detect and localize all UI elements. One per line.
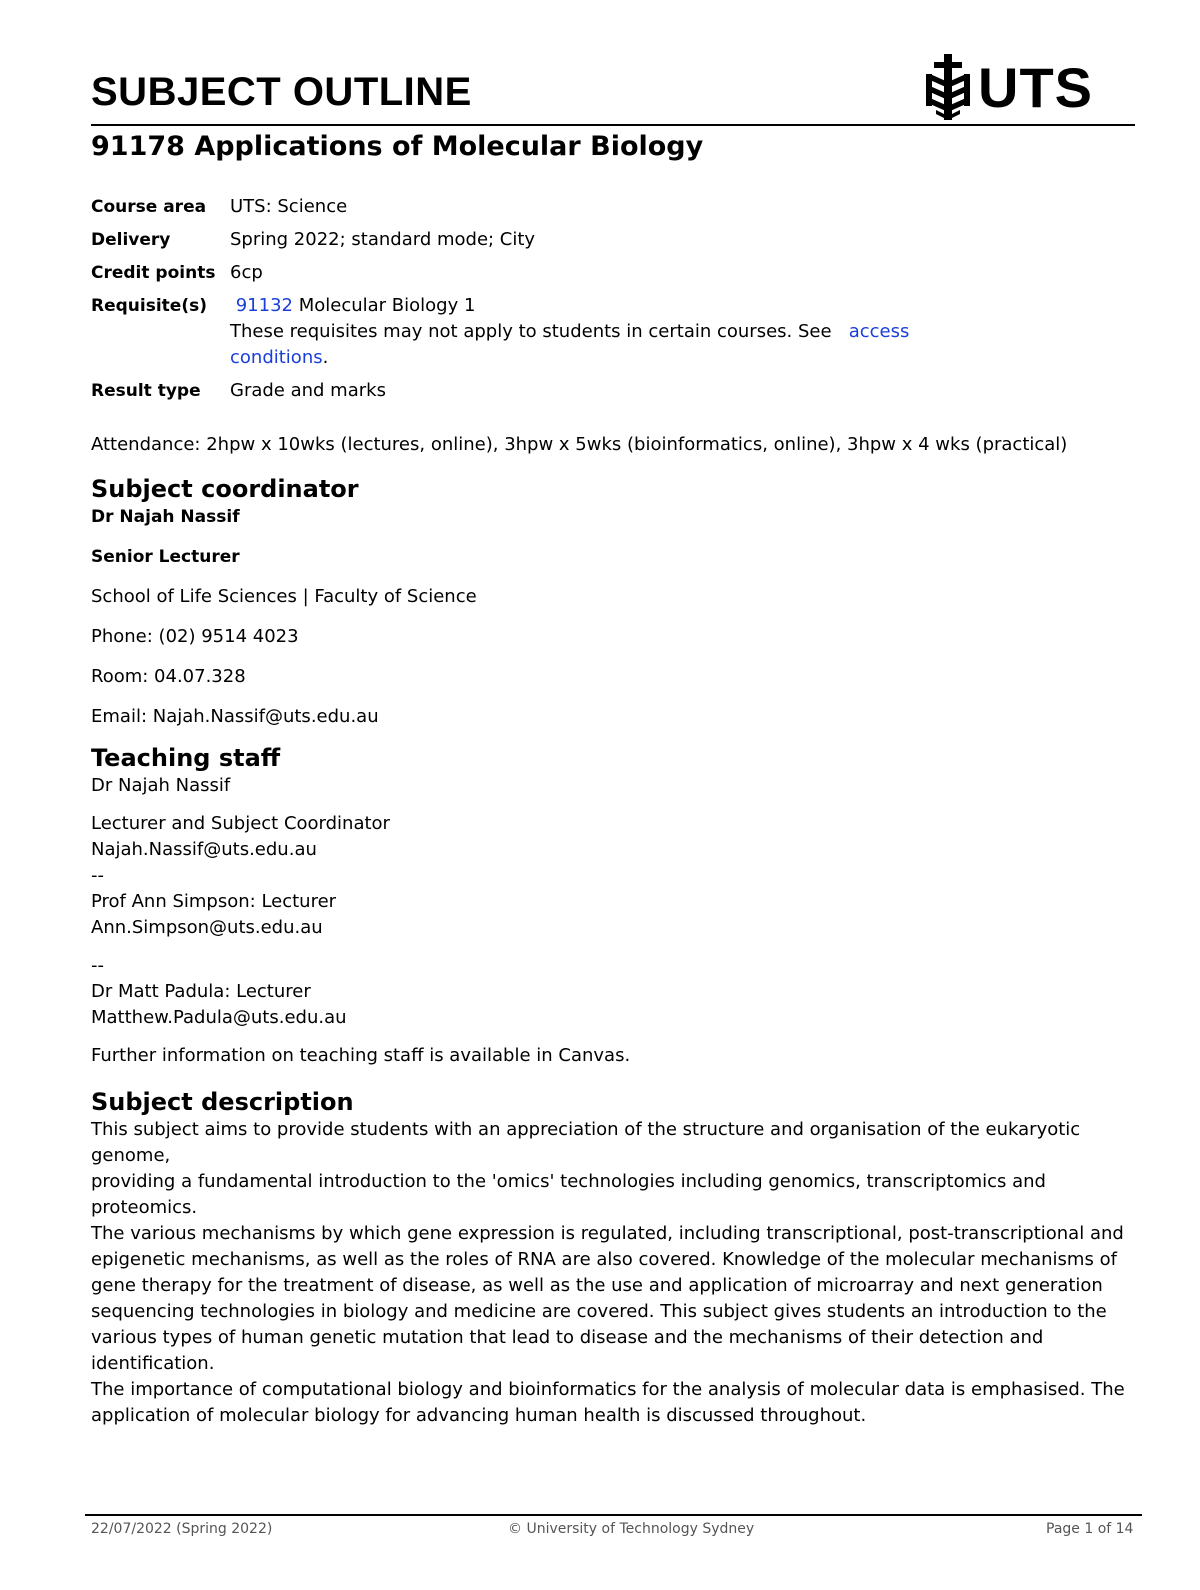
meta-value: Spring 2022; standard mode; City	[230, 229, 536, 250]
meta-label: Delivery	[91, 230, 171, 250]
further-info: Further information on teaching staff is available in Canvas.	[91, 1045, 631, 1066]
coordinator-room: Room: 04.07.328	[91, 666, 246, 687]
subject-title: 91178 Applications of Molecular Biology	[91, 131, 704, 162]
requisite-name: Molecular Biology 1	[293, 295, 476, 316]
staff-separator: --	[91, 865, 104, 886]
description-line: The importance of computational biology and bioinformatics for the analysis of molecular data is emphasised. The	[91, 1379, 1125, 1400]
subject-coordinator-section	[91, 474, 1131, 730]
uts-crest-icon	[926, 52, 970, 122]
description-line: application of molecular biology for advancing human health is discussed throughout.	[91, 1405, 867, 1426]
meta-value: 91132 Molecular Biology 1 These requisites may not apply to students in certain courses. See access conditions.	[230, 295, 910, 368]
footer-page-number: Page 1 of 14	[1046, 1521, 1134, 1537]
meta-label: Course area	[91, 197, 207, 217]
staff-role: Lecturer and Subject Coordinator	[91, 813, 390, 834]
coordinator-title: Senior Lecturer	[91, 547, 240, 567]
footer-copyright: © University of Technology Sydney	[508, 1521, 755, 1537]
meta-value: UTS: Science	[230, 196, 348, 217]
staff-email: Ann.Simpson@uts.edu.au	[91, 917, 323, 938]
teaching-staff-section	[91, 743, 1131, 1069]
coordinator-name: Dr Najah Nassif	[91, 507, 240, 527]
meta-label: Requisite(s)	[91, 296, 207, 316]
coordinator-email: Email: Najah.Nassif@uts.edu.au	[91, 706, 379, 727]
meta-row-delivery	[91, 227, 991, 253]
meta-label: Credit points	[91, 263, 216, 283]
meta-row-credit-points	[91, 260, 991, 286]
staff-name: Dr Najah Nassif	[91, 775, 231, 796]
requisite-note: These requisites may not apply to students in certain courses. See	[230, 321, 838, 342]
staff-email: Najah.Nassif@uts.edu.au	[91, 839, 317, 860]
description-line: providing a fundamental introduction to the 'omics' technologies including genomics, transcriptomics and proteomics.	[91, 1171, 1046, 1218]
description-line: epigenetic mechanisms, as well as the roles of RNA are also covered. Knowledge of the molecular mechanisms of	[91, 1249, 1117, 1270]
meta-label: Result type	[91, 381, 201, 401]
description-line: This subject aims to provide students with an appreciation of the structure and organisation of the eukaryotic genome,	[91, 1119, 1081, 1166]
coordinator-school: School of Life Sciences | Faculty of Science	[91, 586, 477, 607]
staff-email: Matthew.Padula@uts.edu.au	[91, 1007, 347, 1028]
access-conditions-link[interactable]: access conditions	[230, 321, 910, 368]
description-line: sequencing technologies in biology and medicine are covered. This subject gives students an introduction to the	[91, 1301, 1107, 1322]
meta-row-result-type	[91, 378, 991, 404]
description-line: various types of human genetic mutation that lead to disease and the mechanisms of their detection and identification.	[91, 1327, 1044, 1374]
document-title: SUBJECT OUTLINE	[91, 70, 472, 114]
staff-separator: --	[91, 955, 104, 976]
description-line: gene therapy for the treatment of disease, as well as the use and application of microarray and next generation	[91, 1275, 1103, 1296]
subject-description-section	[91, 1087, 1131, 1429]
coordinator-phone: Phone: (02) 9514 4023	[91, 626, 299, 647]
attendance-text: Attendance: 2hpw x 10wks (lectures, online), 3hpw x 5wks (bioinformatics, online), 3hpw x 4 wks (practical)	[91, 434, 1068, 455]
footer-divider	[85, 1514, 1142, 1516]
uts-logo	[926, 52, 1098, 122]
header-divider	[91, 124, 1135, 126]
section-heading: Subject description	[91, 1088, 354, 1116]
staff-name: Prof Ann Simpson: Lecturer	[91, 891, 337, 912]
section-heading: Teaching staff	[91, 744, 281, 772]
section-heading: Subject coordinator	[91, 475, 359, 503]
footer-date: 22/07/2022 (Spring 2022)	[91, 1521, 273, 1537]
requisite-code-link[interactable]: 91132	[235, 295, 293, 316]
meta-row-requisites	[91, 293, 991, 371]
meta-row-course-area	[91, 194, 991, 220]
meta-value: 6cp	[230, 262, 263, 283]
staff-name: Dr Matt Padula: Lecturer	[91, 981, 311, 1002]
subject-meta-table	[91, 194, 991, 411]
description-line: The various mechanisms by which gene expression is regulated, including transcriptional, post-transcriptional and	[91, 1223, 1124, 1244]
meta-value: Grade and marks	[230, 380, 386, 401]
logo-text: UTS	[978, 56, 1093, 119]
